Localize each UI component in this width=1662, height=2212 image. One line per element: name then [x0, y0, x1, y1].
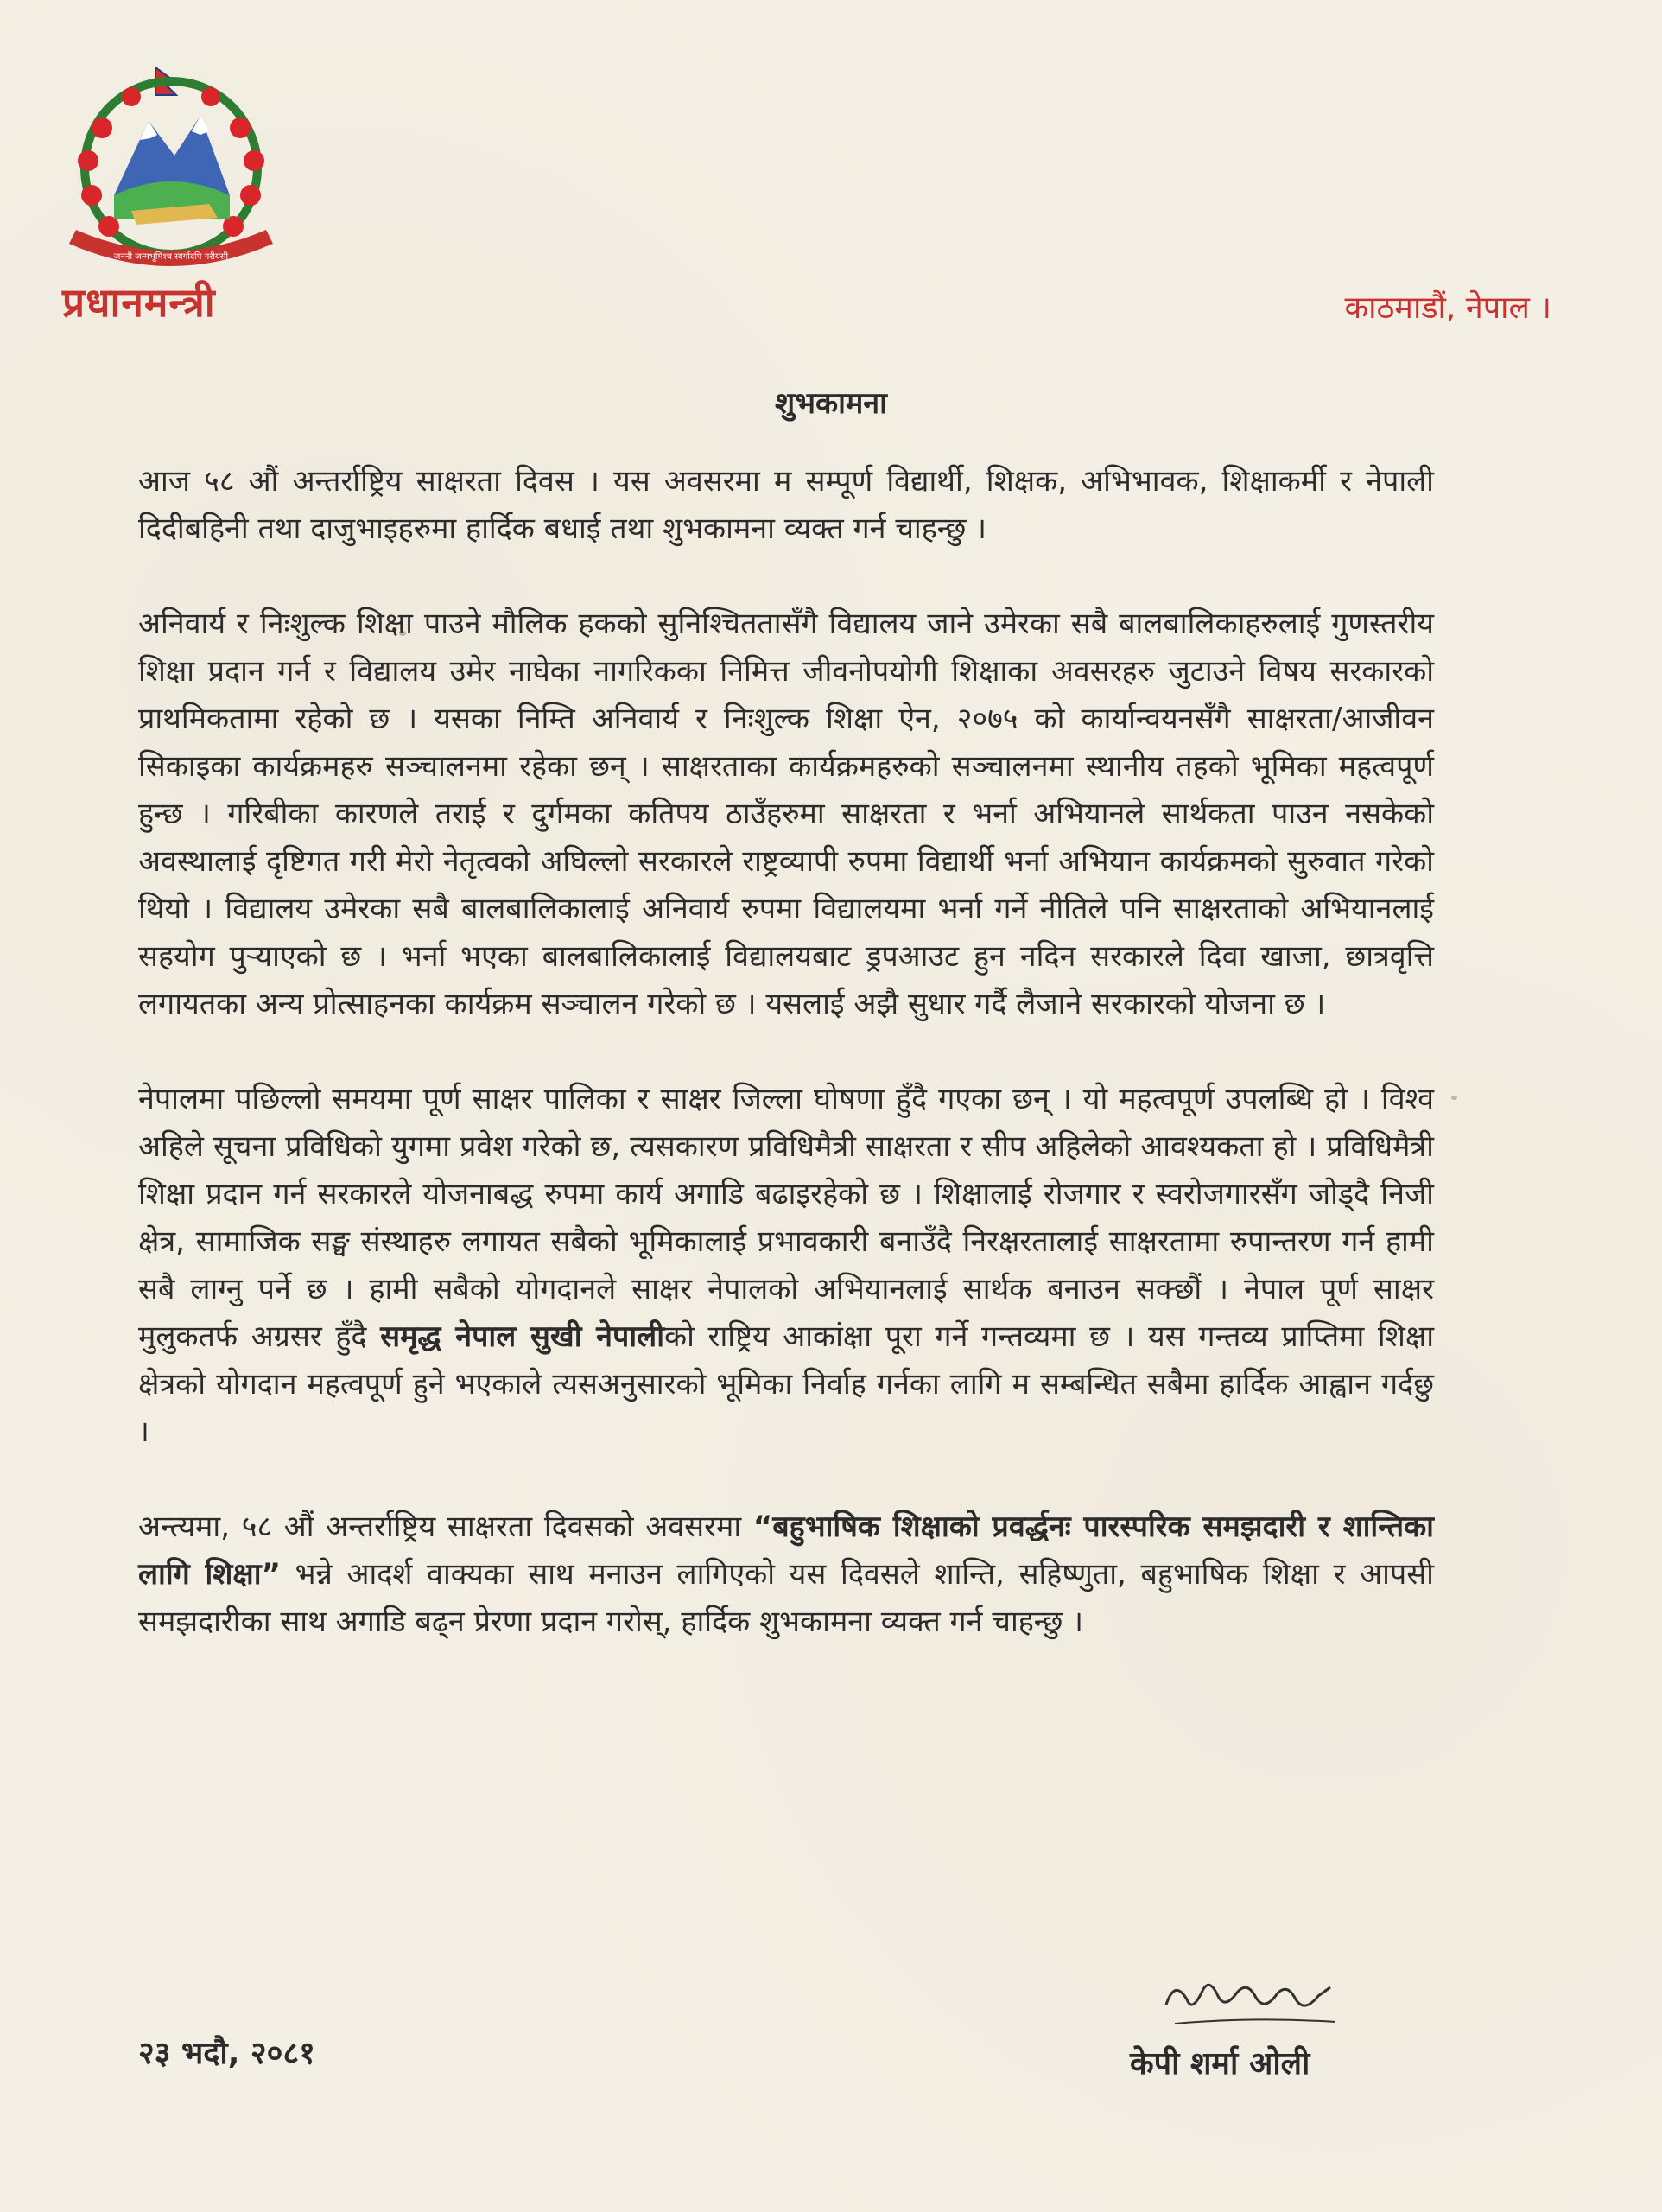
office-title: प्रधानमन्त्री [62, 279, 216, 326]
paragraph-4-text-a: अन्त्यमा, ५८ औं अन्तर्राष्ट्रिय साक्षरता दिवसको अवसरमा [138, 1510, 753, 1544]
nepal-emblem-icon [54, 66, 289, 273]
paper-stain [1451, 1096, 1457, 1100]
letter-body [138, 458, 1434, 1694]
document-title: शुभकामना [775, 386, 887, 421]
paper-stain [399, 631, 406, 636]
signature [1158, 1961, 1348, 2039]
paragraph-3-text-b: को राष्ट्रिय आकांक्षा पूरा गर्ने गन्तव्यमा छ । यस गन्तव्य प्राप्तिमा शिक्षा क्षेत्रको योगदान महत्वपूर्ण हुने भएकाले त्यसअनुसारको भूमिका निर्वाह गर्नका लागि म सम्बन्धित सबैमा हार्दिक आह्वान गर्दछु । [138, 1319, 1434, 1449]
paragraph-3-bold: समृद्ध नेपाल सुखी नेपाली [380, 1319, 665, 1354]
paragraph-4-bold: “बहुभाषिक शिक्षाको प्रवर्द्धनः पारस्परिक समझदारी र शान्तिका लागि शिक्षा” [138, 1510, 1434, 1592]
paragraph-4 [138, 1503, 1434, 1646]
location-text: काठमाडौं, नेपाल । [1344, 290, 1551, 326]
letter-date: २३ भदौ, २०८१ [138, 2036, 315, 2071]
paragraph-3 [138, 1076, 1434, 1456]
paragraph-4-text-b: भन्ने आदर्श वाक्यका साथ मनाउन लागिएको यस दिवसले शान्ति, सहिष्णुता, बहुभाषिक शिक्षा र आपसी समझदारीका साथ अगाडि बढ्न प्रेरणा प्रदान गरोस्, हार्दिक शुभकामना व्यक्त गर्न चाहन्छु । [138, 1557, 1434, 1639]
emblem-motto: जननी जन्मभूमिश्च स्वर्गादपि गरीयसी [113, 252, 229, 262]
signer-name: केपी शर्मा ओली [1130, 2046, 1310, 2082]
paragraph-1: आज ५८ औं अन्तर्राष्ट्रिय साक्षरता दिवस । यस अवसरमा म सम्पूर्ण विद्यार्थी, शिक्षक, अभिभावक, शिक्षाकर्मी र नेपाली दिदीबहिनी तथा दाजुभाइहरुमा हार्दिक बधाई तथा शुभकामना व्यक्त गर्न चाहन्छु । [138, 464, 1434, 546]
paragraph-2: अनिवार्य र निःशुल्क शिक्षा पाउने मौलिक हकको सुनिश्चिततासँगै विद्यालय जाने उमेरका सबै बालबालिकाहरुलाई गुणस्तरीय शिक्षा प्रदान गर्न र विद्यालय उमेर नाघेका नागरिकका निमित्त जीवनोपयोगी शिक्षाका अवसरहरु जुटाउने विषय सरकारको प्राथमिकतामा रहेको छ । यसका निम्ति अनिवार्य र निःशुल्क शिक्षा ऐन, २०७५ को कार्यान्वयनसँगै साक्षरता/आजीवन सिकाइका कार्यक्रमहरु सञ्चालनमा रहेका छन् । साक्षरताका कार्यक्रमहरुको सञ्चालनमा स्थानीय तहको भूमिका महत्वपूर्ण हुन्छ । गरिबीका कारणले तराई र दुर्गमका कतिपय ठाउँहरुमा साक्षरता र भर्ना अभियानले सार्थकता पाउन नसकेको अवस्थालाई दृष्टिगत गरी मेरो नेतृत्वको अघिल्लो सरकारले राष्ट्रव्यापी रुपमा विद्यार्थी भर्ना अभियान कार्यक्रमको सुरुवात गरेको थियो । विद्यालय उमेरका सबै बालबालिकालाई अनिवार्य रुपमा विद्यालयमा भर्ना गर्ने नीतिले पनि साक्षरताको अभियानलाई सहयोग पुऱ्याएको छ । भर्ना भएका बालबालिकालाई विद्यालयबाट ड्रपआउट हुन नदिन सरकारले दिवा खाजा, छात्रवृत्ति लगायतका अन्य प्रोत्साहनका कार्यक्रम सञ्चालन गरेको छ । यसलाई अझै सुधार गर्दै लैजाने सरकारको योजना छ । [138, 607, 1434, 1021]
paragraph-3-text-a: नेपालमा पछिल्लो समयमा पूर्ण साक्षर पालिका र साक्षर जिल्ला घोषणा हुँदै गएका छन् । यो महत्वपूर्ण उपलब्धि हो । विश्व अहिले सूचना प्रविधिको युगमा प्रवेश गरेको छ, त्यसकारण प्रविधिमैत्री साक्षरता र सीप अहिलेको आवश्यकता हो । प्रविधिमैत्री शिक्षा प्रदान गर्न सरकारले योजनाबद्ध रुपमा कार्य अगाडि बढाइरहेको छ । शिक्षालाई रोजगार र स्वरोजगारसँग जोड्दै निजी क्षेत्र, सामाजिक सङ्घ संस्थाहरु लगायत सबैको भूमिकालाई प्रभावकारी बनाउँदै निरक्षरतालाई साक्षरतामा रुपान्तरण गर्न हामी सबै लाग्नु पर्ने छ । हामी सबैको योगदानले साक्षर नेपालको अभियानलाई सार्थक बनाउन सक्छौं । नेपाल पूर्ण साक्षर मुलुकतर्फ अग्रसर हुँदै [138, 1082, 1434, 1354]
